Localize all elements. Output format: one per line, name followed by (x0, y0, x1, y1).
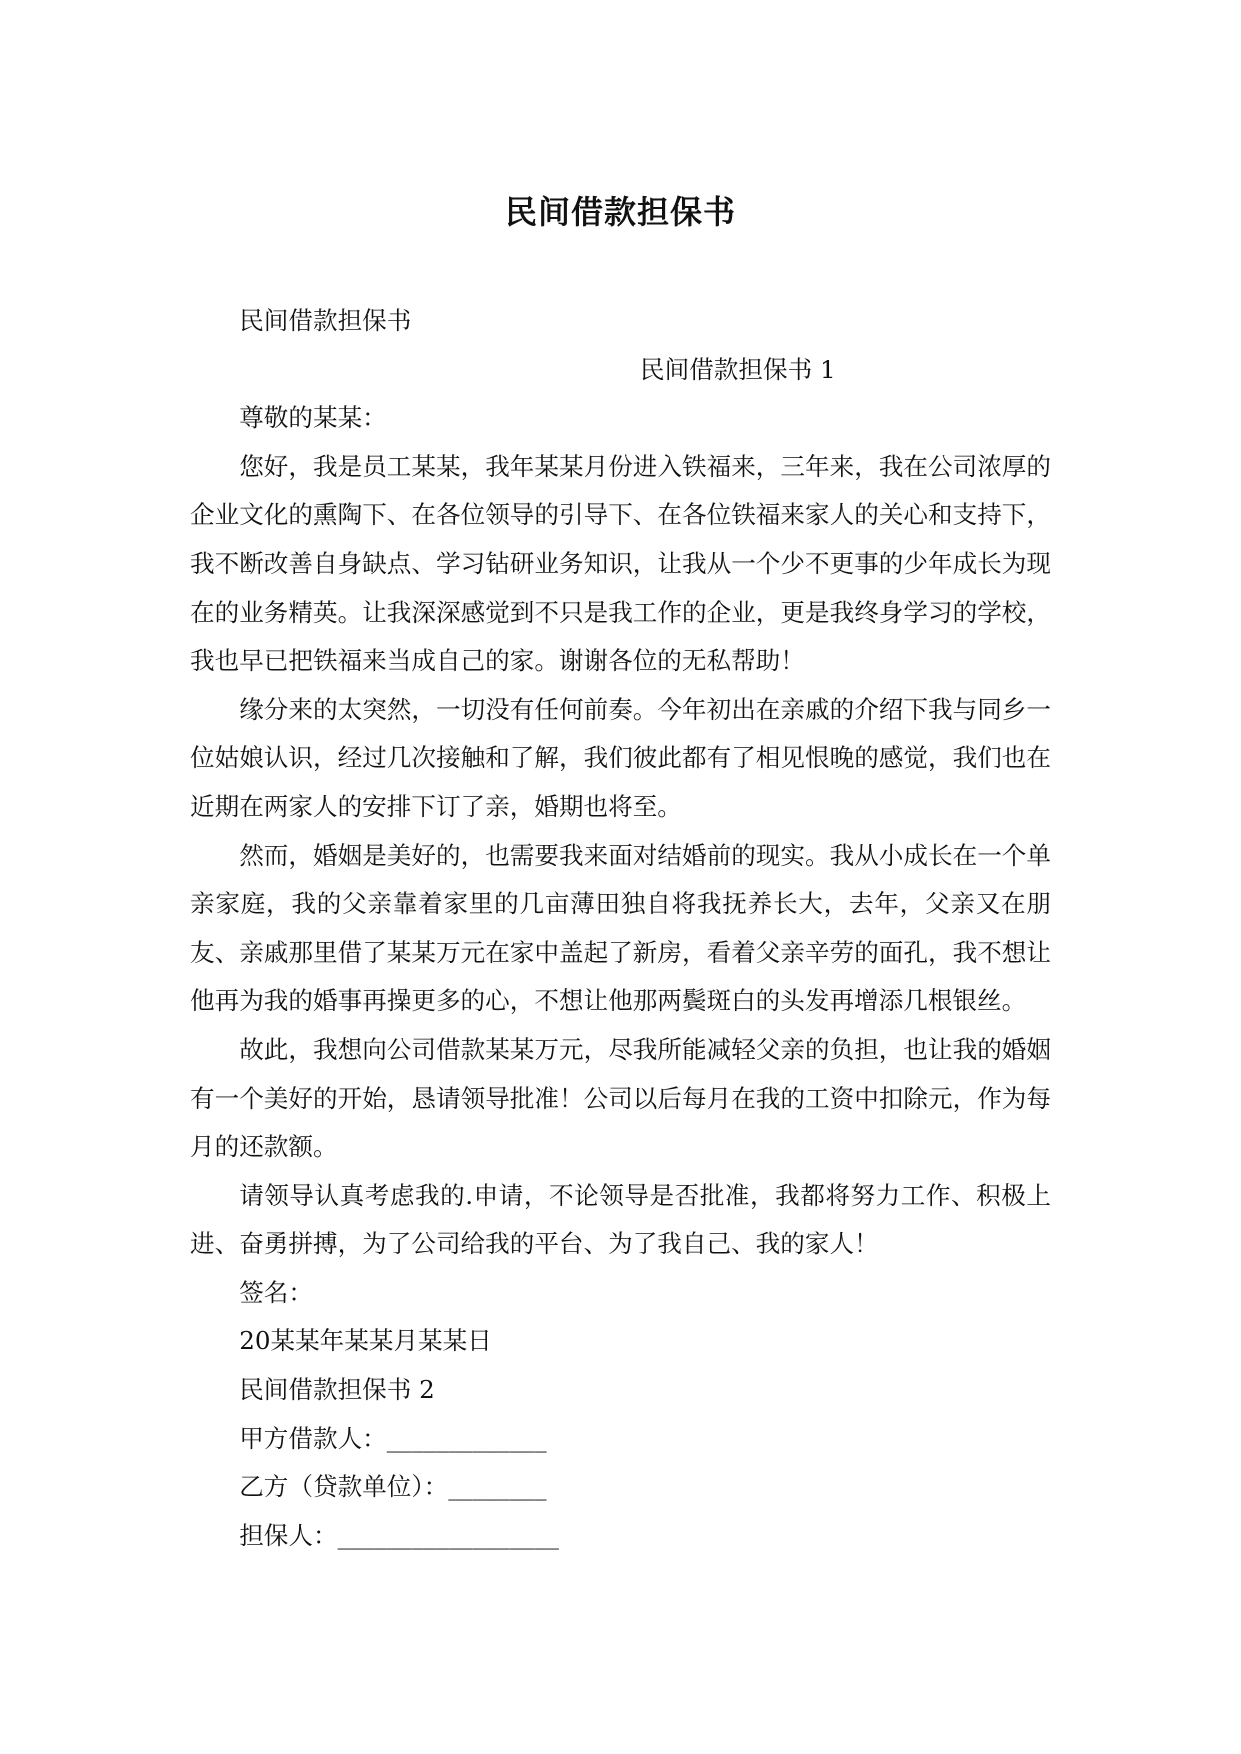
section-heading-2: 民间借款担保书 2 (239, 1375, 435, 1405)
document-title: 民间借款担保书 (504, 193, 736, 231)
borrower-line: 甲方借款人：_____________ (239, 1423, 547, 1453)
date-line: 20某某年某某月某某日 (239, 1326, 492, 1356)
lender-line: 乙方（贷款单位）：________ (239, 1472, 547, 1502)
paragraph-intro: 您好，我是员工某某，我年某某月份进入铁福来，三年来，我在公司浓厚的企业文化的熏陶下、在各位领导的引导下、在各位铁福来家人的关心和支持下，我不断改善自身缺点、学习钻研业务知识，让我从一个少不更事的少年成长为现在的业务精英。让我深深感觉到不只是我工作的企业，更是我终身学习的学校，我也早已把铁福来当成自己的家。谢谢各位的无私帮助！ (190, 451, 1051, 676)
guarantor-line: 担保人：__________________ (239, 1520, 559, 1550)
body-heading: 民间借款担保书 (239, 306, 412, 335)
document-body (190, 297, 1051, 1560)
paragraph-closing: 请领导认真考虑我的.申请，不论领导是否批准，我都将努力工作、积极上进、奋勇拼搏，为了公司给我的平台、为了我自己、我的家人！ (190, 1180, 1051, 1259)
salutation: 尊敬的某某： (239, 403, 387, 433)
paragraph-request: 故此，我想向公司借款某某万元，尽我所能减轻父亲的负担，也让我的婚姻有一个美好的开始，恳请领导批准！公司以后每月在我的工资中扣除元，作为每月的还款额。 (190, 1034, 1051, 1162)
signature-label: 签名： (239, 1277, 313, 1307)
paragraph-family: 然而，婚姻是美好的，也需要我来面对结婚前的现实。我从小成长在一个单亲家庭，我的父亲靠着家里的几亩薄田独自将我抚养长大，去年，父亲又在朋友、亲戚那里借了某某万元在家中盖起了新房，看着父亲辛劳的面孔，我不想让他再为我的婚事再操更多的心，不想让他那两鬓斑白的头发再增添几根银丝。 (190, 840, 1051, 1016)
section-heading-1: 民间借款担保书 1 (640, 354, 836, 384)
paragraph-engagement: 缘分来的太突然，一切没有任何前奏。今年初出在亲戚的介绍下我与同乡一位姑娘认识，经过几次接触和了解，我们彼此都有了相见恨晚的感觉，我们也在近期在两家人的安排下订了亲，婚期也将至。 (190, 694, 1051, 821)
